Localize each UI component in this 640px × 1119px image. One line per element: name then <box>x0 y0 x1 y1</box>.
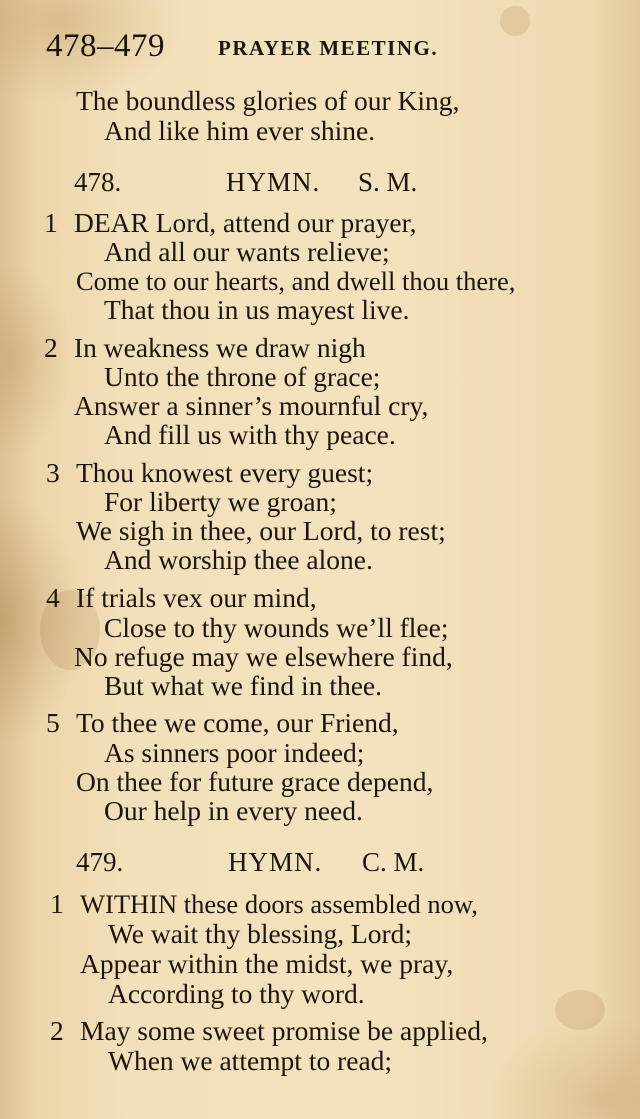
verse-number: 3 <box>46 457 60 488</box>
verse-line: DEAR Lord, attend our prayer, <box>74 207 417 238</box>
carryover-line: And like him ever shine. <box>104 115 376 146</box>
verse-line: Our help in every need. <box>104 795 363 826</box>
hymn-number: 479. <box>76 847 124 877</box>
verse-line: For liberty we groan; <box>104 486 337 517</box>
verse-line: But what we find in thee. <box>104 670 382 701</box>
verse-line: And all our wants relieve; <box>104 236 390 267</box>
verse-line: We sigh in thee, our Lord, to rest; <box>76 515 446 546</box>
verse-line: We wait thy blessing, Lord; <box>108 918 413 949</box>
verse-line: Answer a sinner’s mournful cry, <box>74 390 429 421</box>
verse-line: To thee we come, our Friend, <box>76 707 399 738</box>
verse-line: WITHIN these doors assembled now, <box>80 889 478 919</box>
carryover-line: The boundless glories of our King, <box>76 85 460 116</box>
verse-line: If trials vex our mind, <box>76 582 317 613</box>
running-title: PRAYER MEETING. <box>218 36 439 60</box>
verse-line: When we attempt to read; <box>108 1045 393 1076</box>
verse-line: Appear within the midst, we pray, <box>80 948 454 979</box>
verse-number: 4 <box>46 582 60 613</box>
verse-number: 2 <box>44 332 58 363</box>
verse-number: 1 <box>44 207 58 238</box>
verse-line: On thee for future grace depend, <box>76 766 434 797</box>
verse-line: Unto the throne of grace; <box>104 361 381 392</box>
hymn-number: 478. <box>74 167 122 197</box>
verse-number: 5 <box>46 707 60 738</box>
verse-number: 2 <box>50 1015 64 1046</box>
verse-line: May some sweet promise be applied, <box>80 1015 488 1046</box>
hymn-kind: HYMN. <box>228 847 323 877</box>
verse-number: 1 <box>50 888 64 919</box>
running-header <box>46 26 606 66</box>
page-numbers: 478–479 <box>46 28 165 64</box>
verse-line: According to thy word. <box>108 978 365 1009</box>
verse-line: And worship thee alone. <box>104 544 373 575</box>
verse-line: No refuge may we elsewhere find, <box>74 641 453 672</box>
paper-stain <box>555 990 605 1030</box>
verse-line: Thou knowest every guest; <box>76 457 374 488</box>
verse-line: That thou in us mayest live. <box>104 294 410 325</box>
verse-line: As sinners poor indeed; <box>104 737 365 768</box>
verse-line: And fill us with thy peace. <box>104 419 396 450</box>
hymn-kind: HYMN. <box>226 167 321 197</box>
verse-line: In weakness we draw nigh <box>74 332 366 363</box>
hymn-meter: S. M. <box>358 167 418 197</box>
hymn-meter: C. M. <box>362 847 425 877</box>
verse-line: Close to thy wounds we’ll flee; <box>104 612 449 643</box>
verse-line: Come to our hearts, and dwell thou there, <box>76 266 516 296</box>
